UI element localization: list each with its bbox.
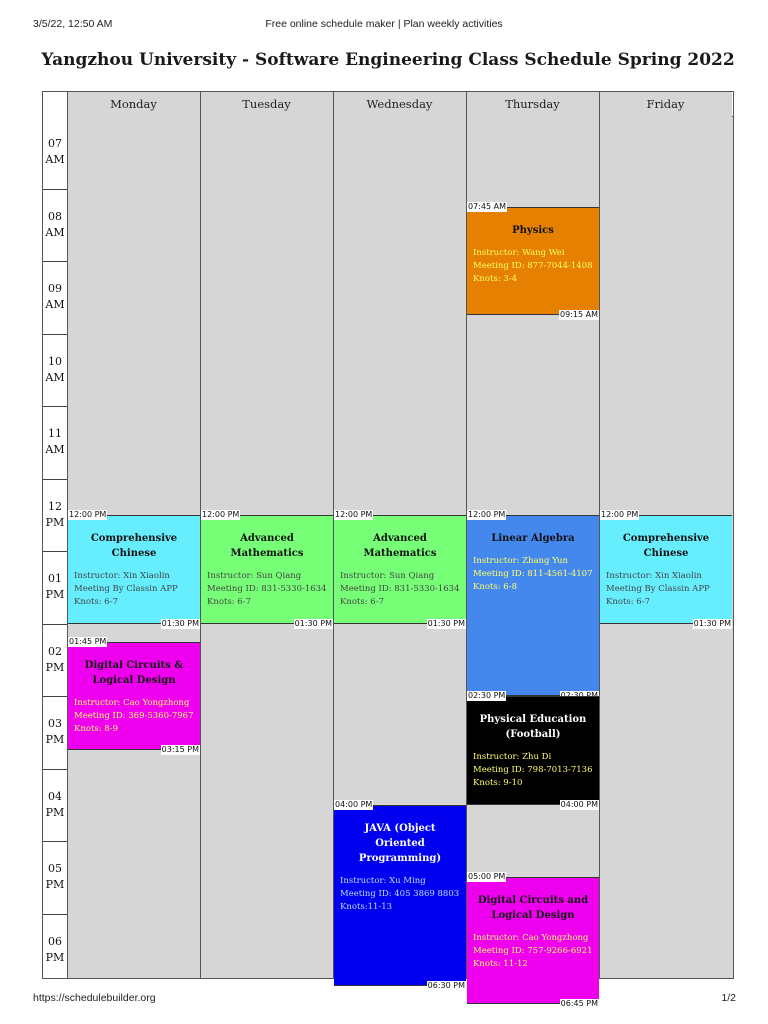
hour-divider <box>43 914 67 915</box>
event-title: JAVA (Object Oriented Programming) <box>358 822 442 864</box>
hour-label: 08 AM <box>45 209 65 239</box>
event-detail-line: Instructor: Zhu Di <box>473 752 552 762</box>
event-details <box>207 570 327 609</box>
hour-divider <box>43 479 67 480</box>
event-start-time: 12:00 PM <box>335 509 373 519</box>
event-block[interactable] <box>467 201 599 320</box>
hour-label: 07 AM <box>45 137 65 166</box>
hour-label: 12 PM <box>45 499 65 529</box>
hour-divider <box>43 261 67 262</box>
hour-label: 09 AM <box>45 282 65 311</box>
event-start-time: 01:45 PM <box>69 636 107 646</box>
day-header-wednesday: Wednesday <box>366 97 433 111</box>
event-detail-line: Instructor: Xu Ming <box>340 875 426 886</box>
event-end-time: 01:30 PM <box>427 618 465 628</box>
hour-label: 04 PM <box>45 789 65 819</box>
event-block[interactable] <box>467 691 599 809</box>
event-detail-line: Instructor: Xin Xiaolin <box>74 570 170 581</box>
event-block[interactable] <box>467 872 599 1009</box>
hour-divider <box>43 624 67 625</box>
hour-divider <box>43 334 67 335</box>
event-detail-line: Knots: 6-7 <box>606 596 650 607</box>
hour-divider <box>43 841 67 842</box>
hour-label: 01 PM <box>45 572 65 601</box>
event-block[interactable] <box>334 799 466 990</box>
event-end-time: 01:30 PM <box>693 618 731 628</box>
hour-label: 02 PM <box>45 644 65 674</box>
event-start-time: 12:00 PM <box>468 509 506 519</box>
event-title: Physical Education (Football) <box>479 714 587 740</box>
event-details <box>473 247 593 286</box>
event-detail-line: Meeting By Classin APP <box>74 583 178 594</box>
hour-label: 06 PM <box>45 934 65 964</box>
event-details <box>473 751 593 790</box>
event-detail-line: Knots:11-13 <box>340 901 393 912</box>
event-detail-line: Instructor: Cao Yongzhong <box>74 697 190 708</box>
event-start-time: 12:00 PM <box>202 509 240 519</box>
day-header-friday: Friday <box>646 97 685 111</box>
event-details <box>74 570 194 609</box>
event-title: Digital Circuits & Logical Design <box>84 659 184 686</box>
event-block[interactable] <box>68 509 200 628</box>
hour-label: 10 AM <box>45 354 65 384</box>
event-start-time: 12:00 PM <box>601 509 639 519</box>
event-start-time: 05:00 PM <box>468 872 506 882</box>
event-details <box>473 932 593 971</box>
event-details <box>606 570 726 609</box>
event-title: Linear Algebra <box>491 532 575 544</box>
event-detail-line: Instructor: Sun Qiang <box>340 570 435 581</box>
event-detail-line: Meeting ID: 831-5330-1634 <box>340 583 460 594</box>
event-detail-line: Instructor: Xin Xiaolin <box>606 570 702 581</box>
event-details <box>340 570 460 609</box>
event-block[interactable] <box>467 509 599 696</box>
event-block[interactable] <box>600 509 732 628</box>
event-end-time: 06:45 PM <box>560 999 598 1009</box>
event-detail-line: Knots: 9-10 <box>473 778 523 788</box>
hour-divider <box>43 551 67 552</box>
event-end-time: 01:30 PM <box>294 618 332 628</box>
hour-divider <box>43 189 67 190</box>
hour-divider <box>43 406 67 407</box>
event-block[interactable] <box>201 509 333 628</box>
event-start-time: 12:00 PM <box>69 509 107 519</box>
hour-divider <box>43 769 67 770</box>
event-detail-line: Knots: 11-12 <box>473 959 528 970</box>
hour-label: 05 PM <box>45 862 65 891</box>
schedule-title: Yangzhou University - Software Engineering Class Schedule Spring 2022 <box>41 50 735 70</box>
event-detail-line: Knots: 3-4 <box>473 273 517 284</box>
event-title: Advanced Mathematics <box>363 532 437 559</box>
event-start-time: 07:45 AM <box>468 201 506 211</box>
event-detail-line: Knots: 6-7 <box>74 596 118 607</box>
print-url: https://schedulebuilder.org <box>33 992 156 1004</box>
event-detail-line: Knots: 6-8 <box>473 581 517 592</box>
event-title: Digital Circuits and Logical Design <box>477 895 589 922</box>
event-block[interactable] <box>68 636 200 755</box>
day-header-monday: Monday <box>110 97 157 111</box>
event-detail-line: Instructor: Zhang Yun <box>473 555 568 566</box>
event-detail-line: Knots: 8-9 <box>74 723 118 734</box>
day-header-thursday: Thursday <box>505 97 560 111</box>
event-detail-line: Meeting ID: 405 3869 8803 <box>340 888 460 899</box>
event-details <box>74 697 194 736</box>
event-detail-line: Meeting By Classin APP <box>606 583 710 594</box>
hour-divider <box>43 696 67 697</box>
event-detail-line: Instructor: Sun Qiang <box>207 570 302 581</box>
event-end-time: 01:30 PM <box>161 618 199 628</box>
event-end-time: 09:15 AM <box>560 310 598 320</box>
event-detail-line: Meeting ID: 811-4561-4107 <box>473 568 593 579</box>
event-detail-line: Instructor: Cao Yongzhong <box>473 933 589 944</box>
event-detail-line: Instructor: Wang Wei <box>473 247 565 258</box>
event-title: Physics <box>512 224 554 236</box>
event-start-time: 04:00 PM <box>335 799 373 809</box>
event-end-time: 03:15 PM <box>161 745 199 755</box>
event-title: Comprehensive Chinese <box>90 532 178 559</box>
event-end-time: 04:00 PM <box>560 799 598 809</box>
print-date: 3/5/22, 12:50 AM <box>33 18 113 30</box>
event-details <box>473 555 593 594</box>
event-detail-line: Meeting ID: 369-5360-7967 <box>74 710 194 721</box>
event-block[interactable] <box>334 509 466 628</box>
event-title: Comprehensive Chinese <box>622 532 710 559</box>
event-detail-line: Knots: 6-7 <box>340 596 384 607</box>
event-start-time: 02:30 PM <box>468 691 506 700</box>
day-header-tuesday: Tuesday <box>242 97 291 111</box>
print-page-number: 1/2 <box>721 992 736 1004</box>
event-detail-line: Meeting ID: 757-9266-6921 <box>473 946 593 957</box>
event-details <box>340 875 460 914</box>
hour-label: 03 PM <box>45 717 65 746</box>
event-detail-line: Knots: 6-7 <box>207 596 251 607</box>
event-detail-line: Meeting ID: 831-5330-1634 <box>207 583 327 594</box>
event-detail-line: Meeting ID: 798-7013-7136 <box>473 765 593 775</box>
hour-label: 11 AM <box>45 427 65 456</box>
event-end-time: 06:30 PM <box>427 981 465 990</box>
event-detail-line: Meeting ID: 877-7044-1408 <box>473 260 593 271</box>
event-title: Advanced Mathematics <box>230 532 304 559</box>
print-page-title: Free online schedule maker | Plan weekly activities <box>265 18 503 30</box>
